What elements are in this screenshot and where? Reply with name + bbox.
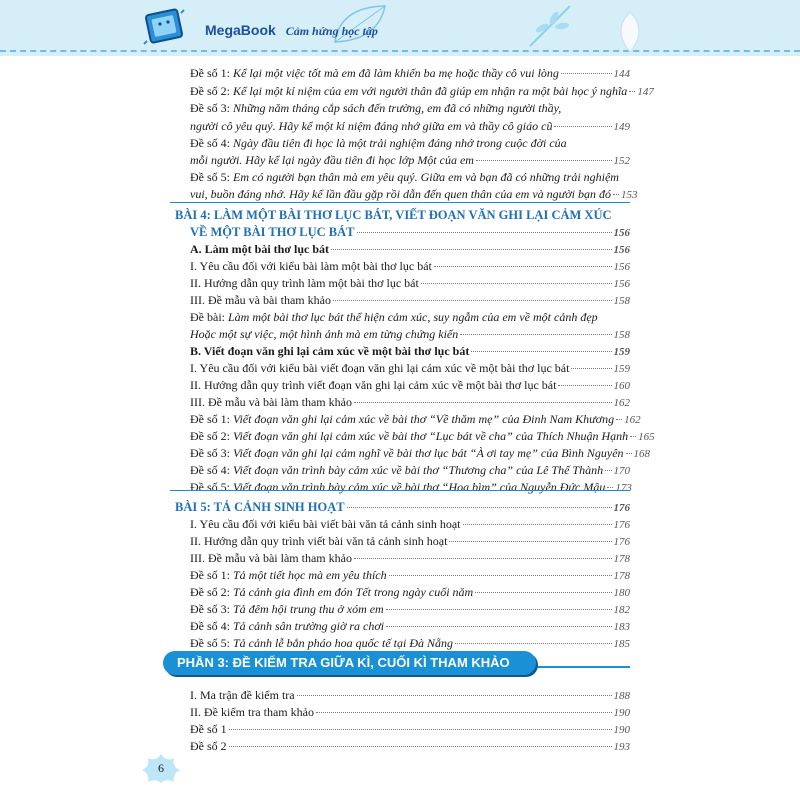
toc-entry[interactable]: II. Hướng dẫn quy trình viết bài văn tả cảnh sinh hoạt 176 xyxy=(190,534,630,548)
toc-entry[interactable]: Đề số 3: Viết đoạn văn ghi lại cảm nghĩ về bài thơ lục bát “À ơi tay mẹ” của Bình Nguyên 168 xyxy=(190,446,651,460)
toc-entry-line[interactable]: Đề số 4: Ngày đầu tiên đi học là một trải nghiệm đáng nhớ trong cuộc đời của xyxy=(190,136,567,150)
toc-entry[interactable]: II. Hướng dẫn quy trình viết đoạn văn ghi lại cảm xúc về một bài thơ lục bát 160 xyxy=(190,378,630,392)
toc-entry[interactable]: Đề số 4: Viết đoạn văn trình bày cảm xúc về bài thơ “Thương cha” của Lê Thế Thành 170 xyxy=(190,463,630,477)
toc-entry[interactable]: Đề số 1: Tả một tiết học mà em yêu thích 178 xyxy=(190,568,630,582)
toc-entry[interactable]: III. Đề mẫu và bài tham khảo 158 xyxy=(190,293,630,307)
toc-entry-line[interactable]: Đề bài: Làm một bài thơ lục bát thể hiện cảm xúc, suy ngẫm của em về một cảnh đẹp xyxy=(190,310,598,324)
toc-entry[interactable]: Đề số 2: Kể lại một kỉ niệm của em với người thân đã giúp em nhận ra một bài học ý nghĩa 147 xyxy=(190,84,654,98)
toc-entry[interactable]: III. Đề mẫu và bài làm tham khảo 162 xyxy=(190,395,630,409)
toc-entry[interactable]: Đề số 1: Kể lại một việc tốt mà em đã làm khiến ba mẹ hoặc thầy cô vui lòng 144 xyxy=(190,66,630,80)
toc-subsection[interactable]: B. Viết đoạn văn ghi lại cảm xúc về một bài thơ lục bát 159 xyxy=(190,344,630,358)
bai5-heading[interactable]: BÀI 5: TẢ CẢNH SINH HOẠT 176 xyxy=(175,500,630,514)
toc-entry[interactable]: Đề số 1 190 xyxy=(190,722,630,736)
toc-entry[interactable]: mỗi người. Hãy kể lại ngày đầu tiên đi học lớp Một của em 152 xyxy=(190,153,630,167)
bai4-heading[interactable]: BÀI 4: LÀM MỘT BÀI THƠ LỤC BÁT, VIẾT ĐOẠN VĂN GHI LẠI CẢM XÚC xyxy=(175,208,612,222)
brand-logo: MegaBook xyxy=(205,22,276,38)
section-divider xyxy=(170,202,630,203)
toc-entry-line[interactable]: Đề số 3: Những năm tháng cắp sách đến trường, em đã có những người thầy, xyxy=(190,101,562,115)
toc-entry[interactable]: người cô yêu quý. Hãy kể một kỉ niệm đáng nhớ giữa em và thầy cô giáo cũ 149 xyxy=(190,119,630,133)
brand-slogan: Cảm hứng học tập xyxy=(285,24,378,38)
toc-entry[interactable]: III. Đề mẫu và bài làm tham khảo 178 xyxy=(190,551,630,565)
toc-entry[interactable]: Đề số 2 193 xyxy=(190,739,630,753)
toc-entry[interactable]: Đề số 5: Viết đoạn văn trình bày cảm xúc về bài thơ “Hoa bìm” của Nguyễn Đức Mậu 173 xyxy=(190,480,632,494)
page-number: 6 xyxy=(158,761,164,775)
toc-entry-line[interactable]: Đề số 5: Em có người bạn thân mà em yêu quý. Giữa em và bạn đã có những trải nghiệm xyxy=(190,170,619,184)
toc-subsection[interactable]: A. Làm một bài thơ lục bát 156 xyxy=(190,242,630,256)
toc-entry[interactable]: II. Đề kiểm tra tham khảo 190 xyxy=(190,705,630,719)
toc-entry[interactable]: Hoặc một sự việc, một hình ảnh mà em từng chứng kiến 158 xyxy=(190,327,630,341)
section-divider xyxy=(170,490,630,491)
toc-entry[interactable]: Đề số 5: Tả cảnh lễ bắn pháo hoa quốc tế tại Đà Nẵng 185 xyxy=(190,636,630,650)
toc-entry[interactable]: Đề số 1: Viết đoạn văn ghi lại cảm xúc về bài thơ “Về thăm mẹ” của Đinh Nam Khương 162 xyxy=(190,412,641,426)
toc-entry[interactable]: I. Yêu cầu đối với kiểu bài viết bài văn tả cảnh sinh hoạt 176 xyxy=(190,517,630,531)
toc-entry[interactable]: Đề số 2: Viết đoạn văn ghi lại cảm xúc về bài thơ “Lục bát về cha” của Thích Nhuận Hạnh 165 xyxy=(190,429,655,443)
bai4-heading-cont[interactable]: VỀ MỘT BÀI THƠ LỤC BÁT 156 xyxy=(190,225,630,239)
toc-entry[interactable]: Đề số 2: Tả cảnh gia đình em đón Tết trong ngày cuối năm 180 xyxy=(190,585,630,599)
toc-entry[interactable]: I. Yêu cầu đối với kiểu bài làm một bài thơ lục bát 156 xyxy=(190,259,630,273)
toc-entry[interactable]: II. Hướng dẫn quy trình làm một bài thơ lục bát 156 xyxy=(190,276,630,290)
toc-entry[interactable]: Đề số 3: Tả đêm hội trung thu ở xóm em 182 xyxy=(190,602,630,616)
toc-entry[interactable]: I. Yêu cầu đối với kiểu bài viết đoạn văn ghi lại cảm xúc về một bài thơ lục bát 159 xyxy=(190,361,630,375)
toc-entry[interactable]: Đề số 4: Tả cảnh sân trường giờ ra chơi 183 xyxy=(190,619,630,633)
part3-banner[interactable]: PHẦN 3: ĐỀ KIỂM TRA GIỮA KÌ, CUỐI KÌ THAM KHẢO xyxy=(163,651,536,675)
toc-entry[interactable]: I. Ma trận đề kiểm tra 188 xyxy=(190,688,630,702)
toc-entry[interactable]: vui, buồn đáng nhớ. Hãy kể lần đầu gặp rồi dẫn đến quen thân của em và người bạn đó 153 xyxy=(190,187,638,201)
